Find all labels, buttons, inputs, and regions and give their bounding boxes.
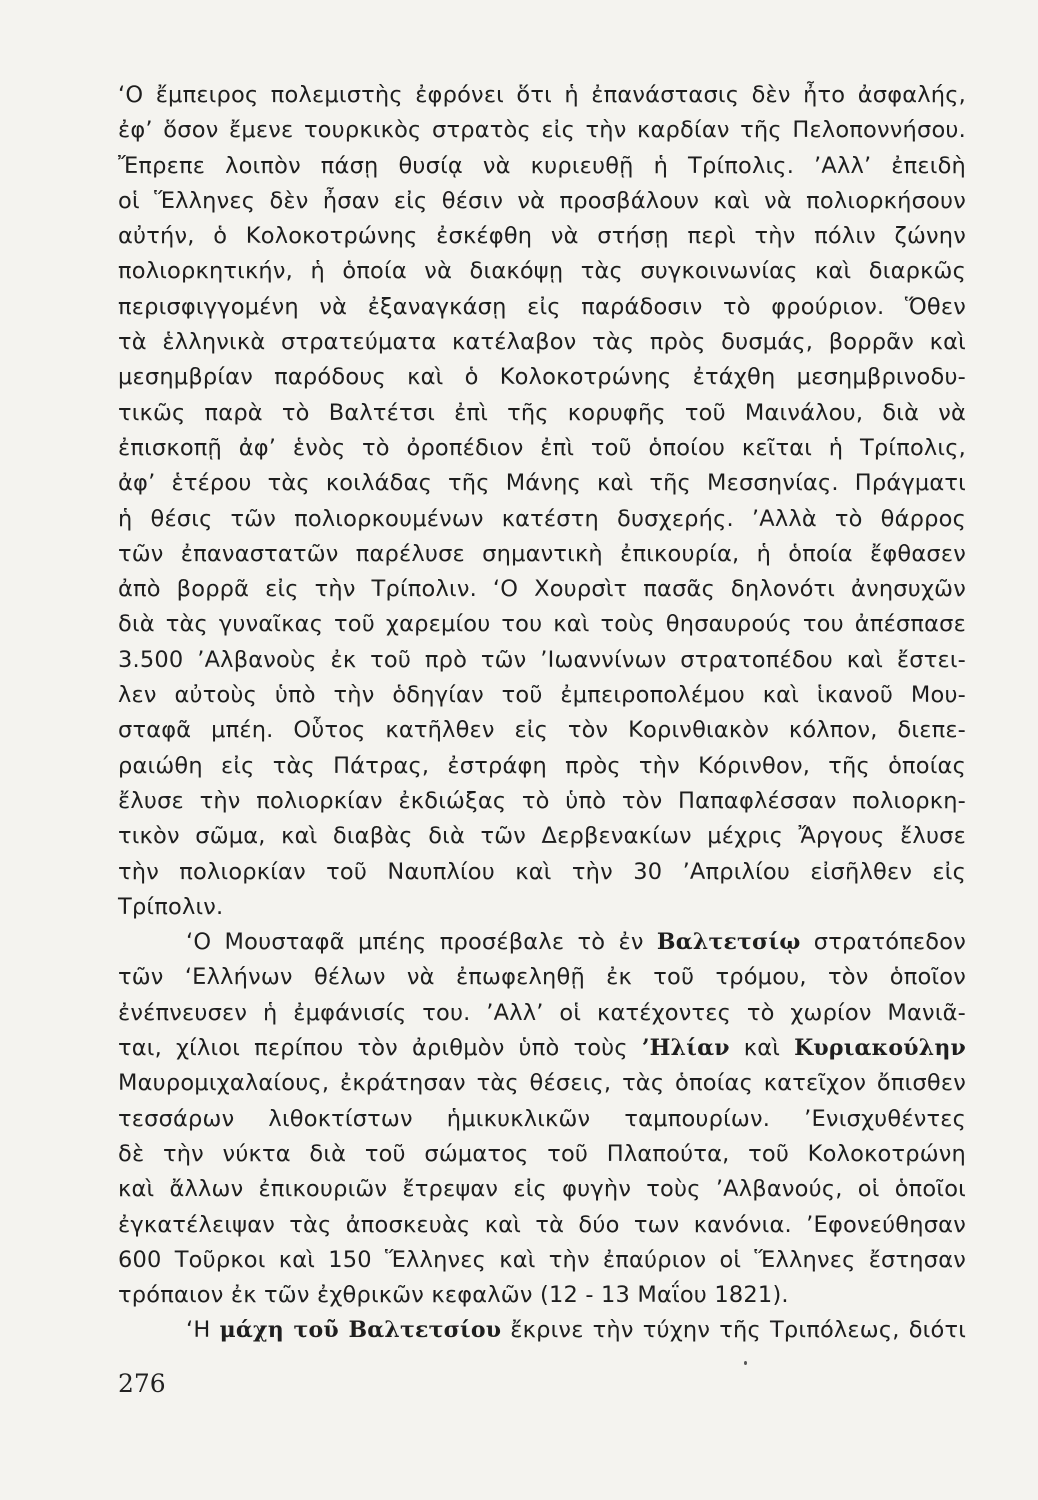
- text-line: οἱ Ἕλληνες δὲν ἦσαν εἰς θέσιν νὰ προσβάλουν καὶ νὰ πολιορκήσουν: [118, 187, 966, 214]
- bold-term: Κυριακούλην: [794, 1035, 966, 1062]
- text-run: ται, χίλιοι περίπου τὸν ἀριθμὸν ὑπὸ τοὺς: [118, 1035, 642, 1062]
- text-run: ἔκρινε τὴν τύχην τῆς Τριπόλεως, διότι: [501, 1317, 967, 1344]
- text-line: ἐνέπνευσεν ἡ ἐμφάνισίς του. ’Αλλ’ οἱ κατέχοντες τὸ χωρίον Μανιᾶ-: [118, 999, 966, 1026]
- bold-term: ’Ηλίαν: [641, 1035, 730, 1062]
- text-line: τικῶς παρὰ τὸ Βαλτέτσι ἐπὶ τῆς κορυφῆς τοῦ Μαινάλου, διὰ νὰ: [118, 399, 966, 426]
- text-line: πολιορκητικήν, ἡ ὁποία νὰ διακόψῃ τὰς συγκοινωνίας καὶ διαρκῶς: [118, 258, 966, 285]
- text-line: ἐπισκοπῇ ἀφ’ ἑνὸς τὸ ὀροπέδιον ἐπὶ τοῦ ὁποίου κεῖται ἡ Τρίπολις,: [118, 434, 966, 461]
- text-line: τρόπαιον ἐκ τῶν ἐχθρικῶν κεφαλῶν (12 - 13 Μαΐου 1821).: [118, 1282, 789, 1309]
- text-run: καὶ: [729, 1035, 795, 1062]
- text-line: τὰ ἑλληνικὰ στρατεύματα κατέλαβον τὰς πρὸς δυσμάς, βορρᾶν καὶ: [118, 329, 966, 356]
- page-number: 276: [118, 1369, 166, 1398]
- text-line: τῶν ἐπαναστατῶν παρέλυσε σημαντικὴ ἐπικουρία, ἡ ὁποία ἔφθασεν: [118, 540, 966, 567]
- text-line: 600 Τοῦρκοι καὶ 150 Ἕλληνες καὶ τὴν ἐπαύριον οἱ Ἕλληνες ἔστησαν: [118, 1246, 966, 1273]
- text-line: 3.500 ’Αλβανοὺς ἐκ τοῦ πρὸ τῶν ’Ιωαννίνων στρατοπέδου καὶ ἔστει-: [118, 646, 966, 673]
- text-run: στρατόπεδον: [800, 929, 966, 956]
- text-line: ἡ θέσις τῶν πολιορκουμένων κατέστη δυσχερής. ’Αλλὰ τὸ θάρρος: [118, 505, 966, 532]
- text-line: λεν αὐτοὺς ὑπὸ τὴν ὁδηγίαν τοῦ ἐμπειροπολέμου καὶ ἱκανοῦ Μου-: [118, 682, 966, 709]
- text-line: ἀπὸ βορρᾶ εἰς τὴν Τρίπολιν. ‘Ο Χουρσὶτ πασᾶς δηλονότι ἀνησυχῶν: [118, 576, 966, 603]
- text-line: [118, 1031, 966, 1066]
- text-run: ‘Ο Μουσταφᾶ μπέης προσέβαλε τὸ ἐν: [186, 929, 657, 956]
- text-line: μεσημβρίαν παρόδους καὶ ὁ Κολοκοτρώνης ἐτάχθη μεσημβρινοδυ-: [118, 364, 966, 391]
- text-line: τεσσάρων λιθοκτίστων ἡμικυκλικῶν ταμπουρίων. ’Ενισχυθέντες: [118, 1105, 966, 1132]
- text-line: ραιώθη εἰς τὰς Πάτρας, ἐστράφη πρὸς τὴν Κόρινθον, τῆς ὁποίας: [118, 752, 966, 779]
- text-line: ἔλυσε τὴν πολιορκίαν ἐκδιώξας τὸ ὑπὸ τὸν Παπαφλέσσαν πολιορκη-: [118, 787, 966, 814]
- text-line: δὲ τὴν νύκτα διὰ τοῦ σώματος τοῦ Πλαπούτα, τοῦ Κολοκοτρώνη: [118, 1140, 966, 1167]
- bold-term: Βαλτετσίῳ: [656, 929, 801, 956]
- text-line: ἐφ’ ὅσον ἔμενε τουρκικὸς στρατὸς εἰς τὴν καρδίαν τῆς Πελοποννήσου.: [118, 117, 966, 144]
- text-line: ἐγκατέλειψαν τὰς ἀποσκευὰς καὶ τὰ δύο των κανόνια. ’Εφονεύθησαν: [118, 1211, 966, 1238]
- text-line: διὰ τὰς γυναῖκας τοῦ χαρεμίου του καὶ τοὺς θησαυρούς του ἀπέσπασε: [118, 611, 966, 638]
- text-line: [118, 1313, 966, 1348]
- text-line: ‘Ο ἔμπειρος πολεμιστὴς ἐφρόνει ὅτι ἡ ἐπανάστασις δὲν ἦτο ἀσφαλής,: [118, 82, 966, 108]
- bold-term: μάχη τοῦ Βαλτετσίου: [219, 1317, 502, 1344]
- text-line: καὶ ἄλλων ἐπικουριῶν ἔτρεψαν εἰς φυγὴν τοὺς ’Αλβανούς, οἱ ὁποῖοι: [118, 1176, 966, 1203]
- text-line: τῶν ‘Ελλήνων θέλων νὰ ἐπωφεληθῇ ἐκ τοῦ τρόμου, τὸν ὁποῖον: [118, 964, 966, 991]
- text-line: σταφᾶ μπέη. Οὗτος κατῆλθεν εἰς τὸν Κορινθιακὸν κόλπον, διεπε-: [118, 717, 966, 744]
- body-text: [118, 78, 966, 1349]
- text-line: τὴν πολιορκίαν τοῦ Ναυπλίου καὶ τὴν 30 ’Απριλίου εἰσῆλθεν εἰς: [118, 858, 966, 885]
- text-line: αὐτήν, ὁ Κολοκοτρώνης ἐσκέφθη νὰ στήσῃ περὶ τὴν πόλιν ζώνην: [118, 223, 966, 250]
- print-speck: [744, 1361, 747, 1365]
- text-run: ‘Η: [186, 1317, 220, 1344]
- text-line: ἀφ’ ἑτέρου τὰς κοιλάδας τῆς Μάνης καὶ τῆς Μεσσηνίας. Πράγματι: [118, 470, 966, 497]
- text-line: Τρίπολιν.: [118, 893, 224, 920]
- text-line: περισφιγγομένη νὰ ἐξαναγκάσῃ εἰς παράδοσιν τὸ φρούριον. Ὅθεν: [118, 293, 966, 320]
- text-line: [118, 925, 966, 960]
- text-line: Μαυρομιχαλαίους, ἐκράτησαν τὰς θέσεις, τὰς ὁποίας κατεῖχον ὄπισθεν: [118, 1070, 966, 1097]
- text-line: Ἔπρεπε λοιπὸν πάσῃ θυσίᾳ νὰ κυριευθῇ ἡ Τρίπολις. ’Αλλ’ ἐπειδὴ: [118, 152, 966, 179]
- text-line: τικὸν σῶμα, καὶ διαβὰς διὰ τῶν Δερβενακίων μέχρις Ἄργους ἔλυσε: [118, 823, 966, 850]
